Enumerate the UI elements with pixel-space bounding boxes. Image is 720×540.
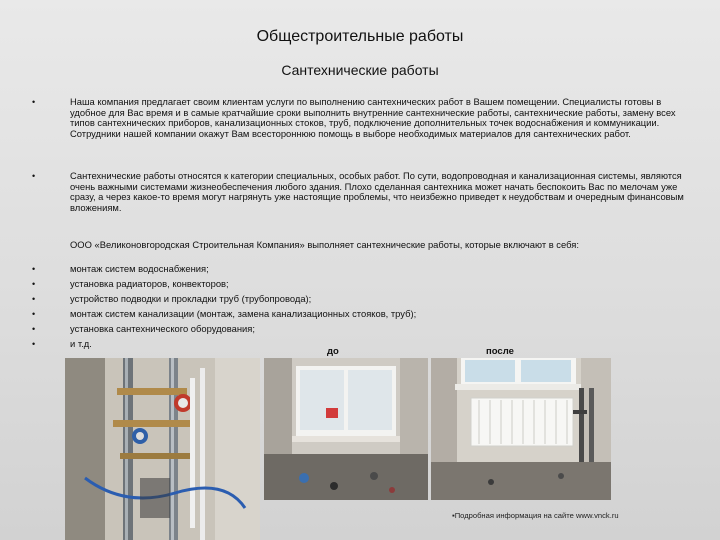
- list-item: [32, 309, 690, 320]
- bullet-text: и т.д.: [70, 338, 92, 349]
- footer-link[interactable]: ▪Подробная информация на сайте www.vnck.ru: [452, 511, 619, 520]
- bullet-icon: •: [32, 264, 36, 274]
- bullet-text: установка сантехнического оборудования;: [70, 323, 255, 334]
- list-item: [32, 324, 690, 335]
- before-label: до: [327, 346, 339, 357]
- bullet-icon: •: [32, 279, 36, 289]
- list-item: [32, 264, 690, 275]
- list-item: [32, 171, 690, 213]
- bullet-text: Сантехнические работы относятся к категории специальных, особых работ. По сути, водопроводная и канализационная системы, являются очень важными системами жизнеобеспечения любого здания. Плохо сделанная сантехника может начать беспокоить Вас по мелочам уже сразу, а через какое-то время могут нагрянуть уже настоящие проблемы, что неизбежно приведет к неудобствам и очередным финансовым вложениям.: [70, 170, 684, 213]
- list-item: [32, 97, 690, 139]
- list-item: [32, 279, 690, 290]
- bullet-text: устройство подводки и прокладки труб (трубопровода);: [70, 293, 312, 304]
- bullet-icon: •: [32, 171, 36, 181]
- before-room-illustration: [264, 358, 428, 500]
- after-radiator-illustration: [431, 358, 611, 500]
- after-label: после: [486, 346, 514, 357]
- bullet-icon: •: [32, 294, 36, 304]
- list-item: [32, 240, 690, 251]
- bullet-icon: •: [32, 97, 36, 107]
- pipes-illustration: [65, 358, 260, 540]
- bullet-text: установка радиаторов, конвекторов;: [70, 278, 229, 289]
- page-title: Общестроительные работы: [256, 28, 464, 45]
- list-item: [32, 339, 690, 350]
- after-photo: [431, 358, 611, 500]
- bullet-text: монтаж систем канализации (монтаж, замена канализационных стояков, труб);: [70, 308, 417, 319]
- list-item: [32, 294, 690, 305]
- bullet-icon: •: [32, 324, 36, 334]
- bullet-icon: •: [32, 309, 36, 319]
- bullet-text: монтаж систем водоснабжения;: [70, 263, 209, 274]
- bullet-text: ООО «Великоновгородская Строительная Компания» выполняет сантехнические работы, которые включают в себя:: [70, 239, 579, 250]
- before-photo: [264, 358, 428, 500]
- page-subtitle: Сантехнические работы: [281, 62, 439, 78]
- bullet-icon: •: [32, 339, 36, 349]
- pipes-photo: [65, 358, 260, 540]
- bullet-text: Наша компания предлагает своим клиентам услуги по выполнению сантехнических работ в Вашем помещении. Специалисты готовы в удобное для Вас время и в самые кратчайшие сроки выполнить внутренние сантехнические работы, сантехнические работы, замену всех типов сантехнических приборов, канализационных стоков, труб, подключение дополнительных точек водоснабжения и коммуникации. Сотрудники нашей компании окажут Вам всестороннюю помощь в выборе необходимых материалов для сантехнических работ.: [70, 96, 676, 139]
